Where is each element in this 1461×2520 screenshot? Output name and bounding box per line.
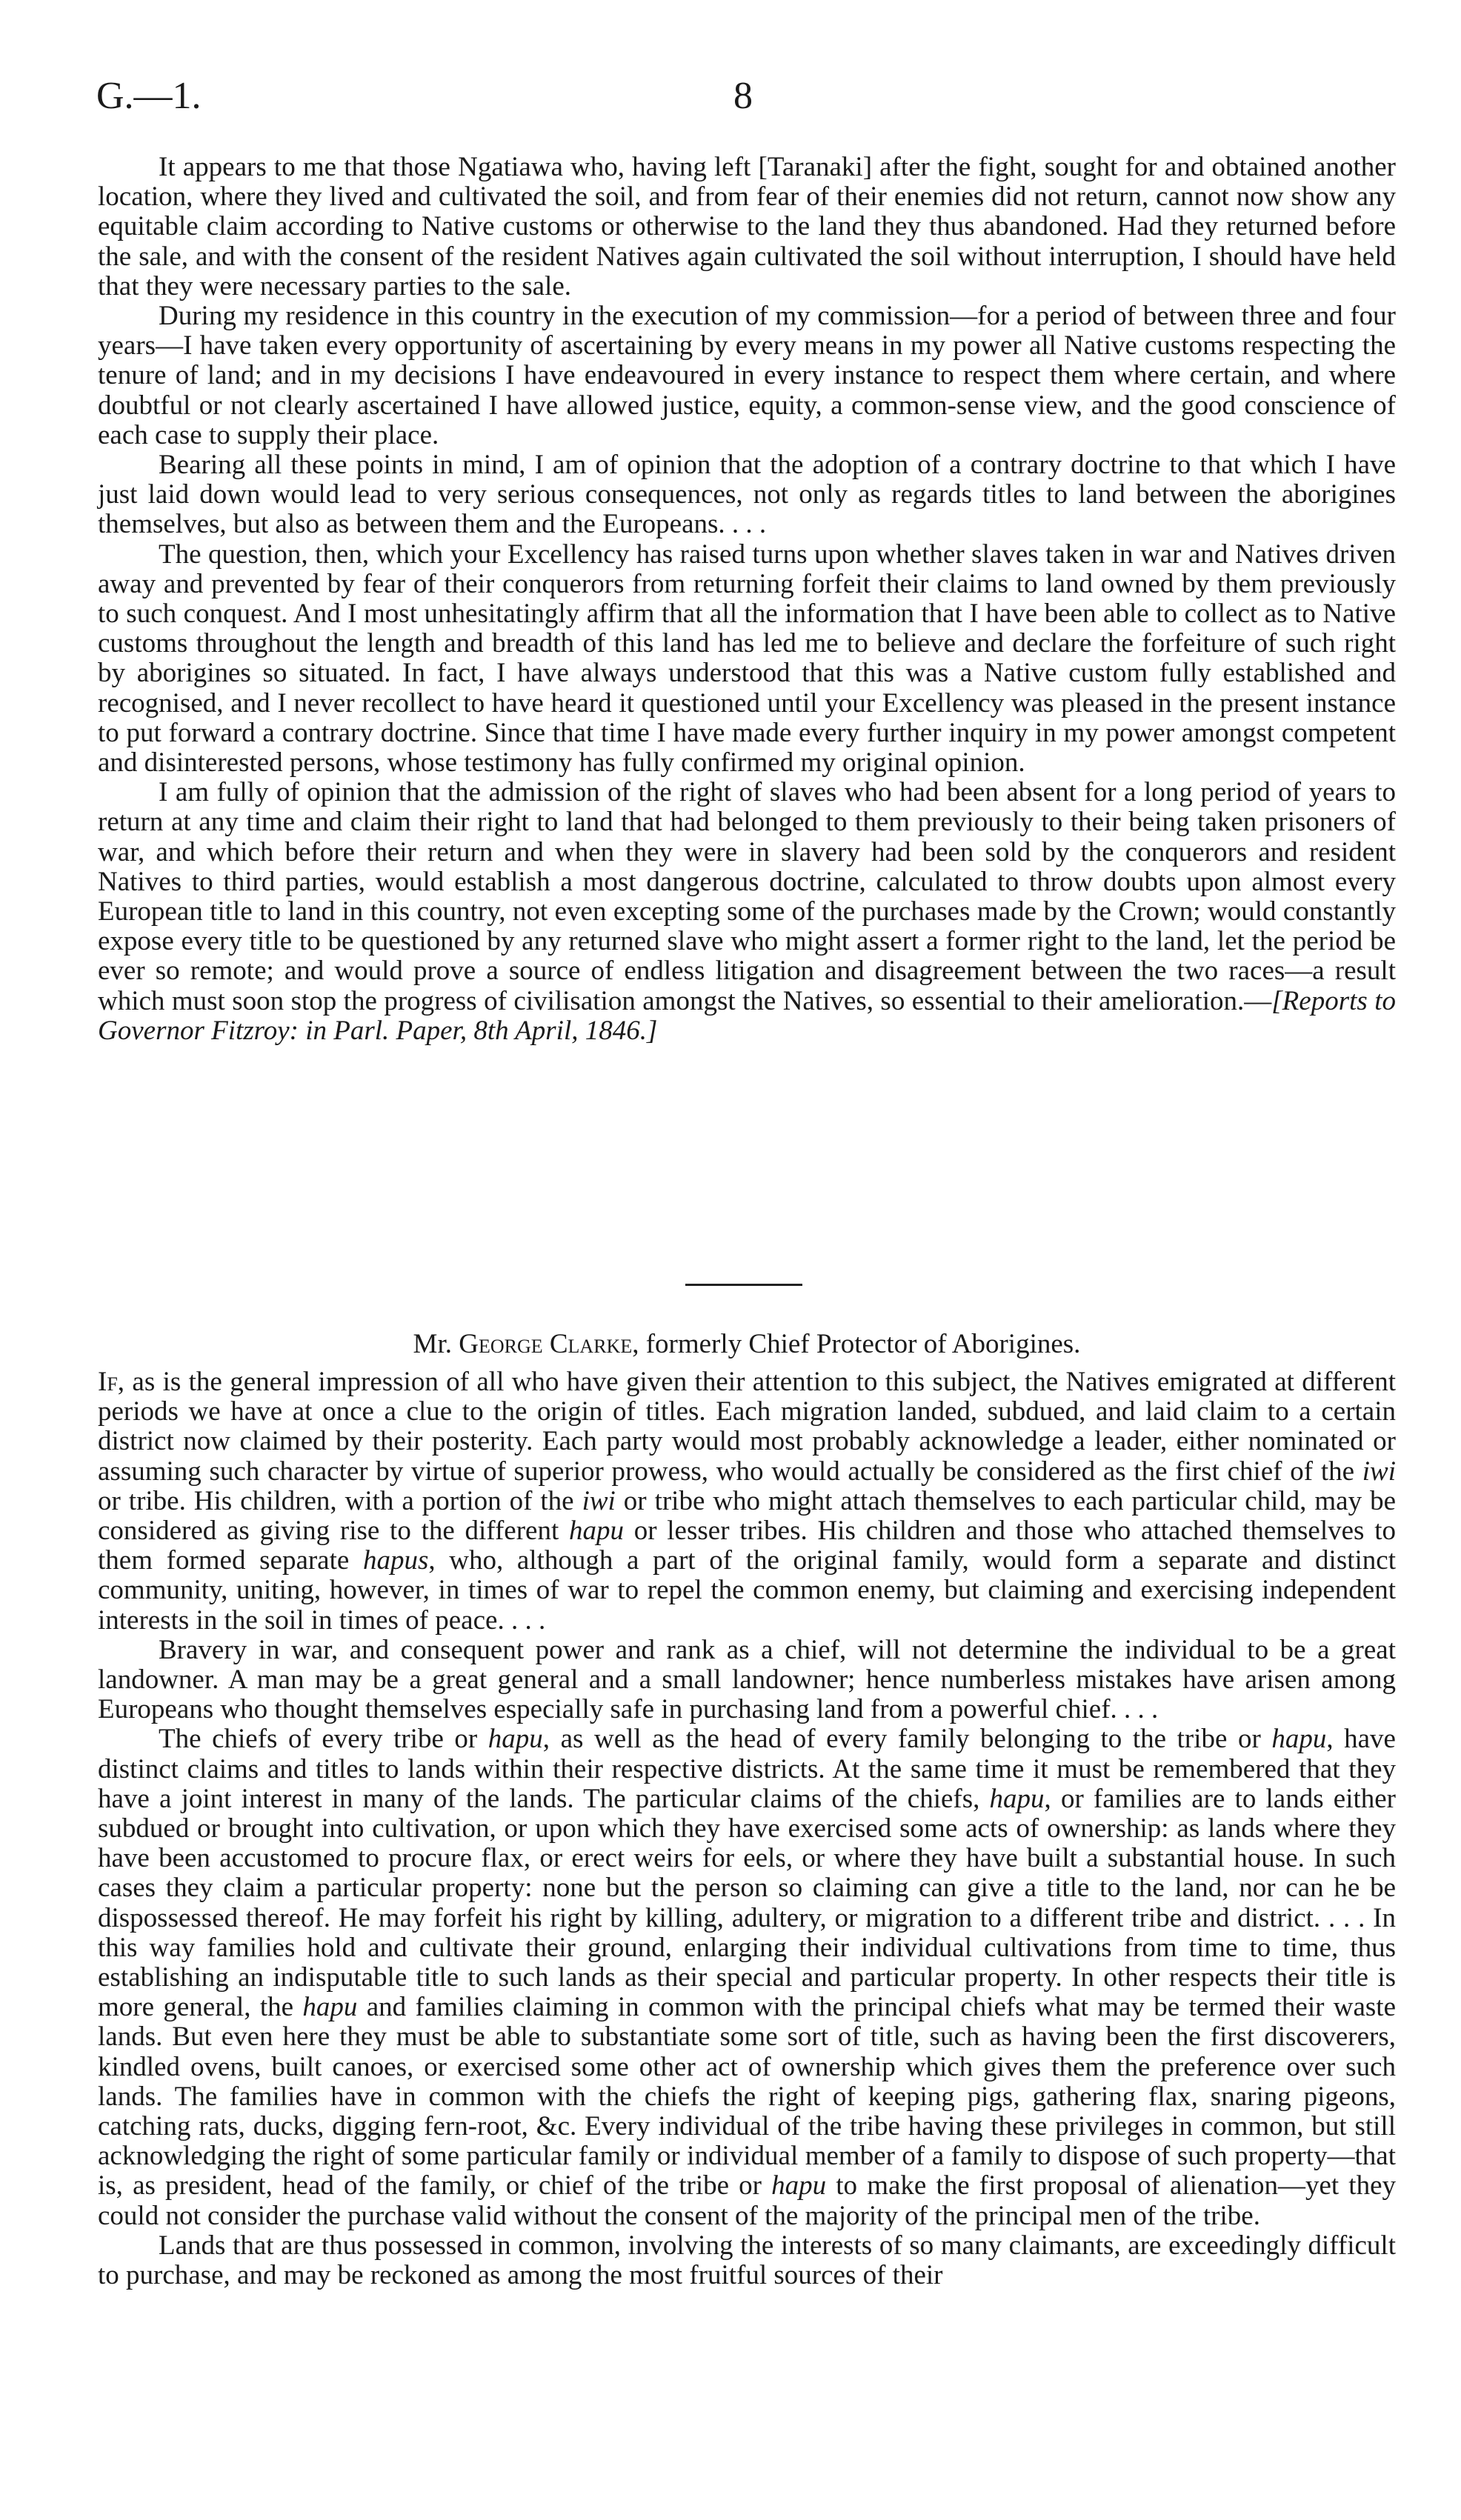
- previous-report-excerpt: [98, 153, 1396, 1046]
- paragraph: [98, 778, 1396, 1046]
- text-segment: It appears to me that those Ngatiawa who, having left [Taranaki] after the fight, sought for and obtained another location, where they lived and cultivated the soil, and from fear of their enemies did not return, cannot now show any equitable claim according to Native customs or otherwise to the land they thus abandoned. Had they returned before the sale, and with the consent of the resident Natives again cultivated the soil without interruption, I should have held that they were necessary parties to the sale.: [98, 152, 1396, 301]
- italic-text: hapus: [362, 1545, 429, 1576]
- text-segment: or tribe. His children, with a portion of the: [98, 1485, 582, 1516]
- text-segment: , who, although a part of the original family, would form a separate and distinct community, uniting, however, in times of war to repel the common enemy, but claiming and exercising independent interests in the soil in times of peace. . . .: [98, 1545, 1396, 1636]
- text-segment: , as is the general impression of all who have given their attention to this subject, the Natives emigrated at different periods we have at once a clue to the origin of titles. Each migration landed, subdued, and laid claim to a certain district now claimed by their posterity. Each party would most probably acknowledge a leader, either nominated or assuming such character by virtue of superior prowess, who would actually be considered as the first chief of the: [98, 1367, 1396, 1487]
- italic-text: hapu: [989, 1783, 1045, 1814]
- section-heading: [98, 1327, 1396, 1361]
- heading-suffix: , formerly Chief Protector of Aborigines.: [632, 1329, 1081, 1359]
- paragraph: [98, 1636, 1396, 1725]
- text-segment: Bearing all these points in mind, I am of opinion that the adoption of a contrary doctrine to that which I have just laid down would lead to very serious consequences, not only as regards titles to land between the aborigines themselves, but also as between them and the Europeans. . . .: [98, 450, 1396, 540]
- italic-text: hapu: [302, 1992, 358, 2023]
- italic-text: iwi: [582, 1485, 616, 1516]
- paragraph: [98, 153, 1396, 301]
- italic-text: hapu: [1271, 1724, 1327, 1755]
- text-segment: or tribe who might attach themselves to each particular child, may be considered as giving rise to the different: [98, 1485, 1396, 1547]
- italic-text: [Reports to Governor Fitzroy: in Parl. Paper, 8th April, 1846.]: [98, 985, 1396, 1046]
- text-segment: , or families are to lands either subdued or brought into cultivation, or upon which they have exercised some acts of ownership: as lands where they have been accustomed to procure flax, or erect weirs for eels, or where they have built a substantial house. In such cases they claim a particular property: none but the person so claiming can give a title to the land, nor can he be dispossessed thereof. He may forfeit his right by killing, adultery, or migration to a different tribe and district. . . . In this way families hold and cultivate their ground, enlarging their individual cultivations from time to time, thus establishing an indisputable title to such lands as their special and particular property. In other respects their title is more general, the: [98, 1783, 1396, 2023]
- paragraph: [98, 1367, 1396, 1636]
- text-segment: , have distinct claims and titles to lands within their respective districts. At the same time it must be remembered that they have a joint interest in many of the lands. The particular claims of the chiefs,: [98, 1724, 1396, 1814]
- italic-text: hapu: [771, 2170, 827, 2201]
- heading-name: George Clarke: [459, 1329, 633, 1359]
- paragraph: [98, 301, 1396, 450]
- page-number: 8: [733, 75, 753, 117]
- paragraph: [98, 2231, 1396, 2290]
- text-segment: If: [98, 1367, 118, 1397]
- italic-text: hapu: [487, 1724, 543, 1755]
- paragraph: [98, 450, 1396, 540]
- paragraph: [98, 1724, 1396, 2230]
- text-segment: I am fully of opinion that the admission of the right of slaves who had been absent for a long period of years to return at any time and claim their right to land that had belonged to them previously to their being taken prisoners of war, and which before their return and when they were in slavery had been sold by the conquerors and resident Natives to third parties, would establish a most dangerous doctrine, calculated to throw doubts upon almost every European title to land in this country, not even excepting some of the purchases made by the Crown; would constantly expose every title to be questioned by any returned slave who might assert a former right to the land, let the period be ever so remote; and would prove a source of endless litigation and disagreement between the two races—a result which must soon stop the progress of civilisation amongst the Natives, so essential to their amelioration.—: [98, 777, 1396, 1016]
- clarke-section: [98, 1327, 1396, 2290]
- text-segment: or lesser tribes. His children and those who attached themselves to them formed separate: [98, 1516, 1396, 1576]
- heading-prefix: Mr.: [413, 1329, 459, 1359]
- text-segment: , as well as the head of every family belonging to the tribe or: [542, 1724, 1272, 1755]
- text-segment: and families claiming in common with the principal chiefs what may be termed their waste lands. But even here they must be able to substantiate some sort of title, such as having been the first discoverers, kindled ovens, built canoes, or exercised some other act of ownership which gives them the preference over such lands. The families have in common with the chiefs the right of keeping pigs, gathering flax, snaring pigeons, catching rats, ducks, digging fern-root, &c. Every individual of the tribe having these privileges in common, but still acknowledging the right of some particular family or individual member of a family to dispose of such property—that is, as president, head of the family, or chief of the tribe or: [98, 1992, 1397, 2201]
- text-segment: Bravery in war, and consequent power and rank as a chief, will not determine the individual to be a great landowner. A man may be a great general and a small landowner; hence numberless mistakes have arisen among Europeans who thought themselves especially safe in purchasing land from a powerful chief. . . .: [98, 1634, 1396, 1725]
- text-segment: The chiefs of every tribe or: [159, 1724, 488, 1755]
- section-divider: [685, 1284, 802, 1286]
- italic-text: hapu: [568, 1516, 624, 1547]
- text-segment: The question, then, which your Excellency has raised turns upon whether slaves taken in war and Natives driven away and prevented by fear of their conquerors from returning forfeit their claims to land owned by them previously to such conquest. And I most unhesitatingly affirm that all the information that I have been able to collect as to Native customs throughout the length and breadth of this land has led me to believe and declare the forfeiture of such right by aborigines so situated. In fact, I have always understood that this was a Native custom fully established and recognised, and I never recollect to have heard it questioned until your Excellency was pleased in the present instance to put forward a contrary doctrine. Since that time I have made every further inquiry in my power amongst competent and disinterested persons, whose testimony has fully confirmed my original opinion.: [98, 539, 1396, 779]
- text-segment: During my residence in this country in the execution of my commission—for a period of between three and four years—I have taken every opportunity of ascertaining by every means in my power all Native customs respecting the tenure of land; and in my decisions I have endeavoured in every instance to respect them where certain, and where doubtful or not clearly ascertained I have allowed justice, equity, a common-sense view, and the good conscience of each case to supply their place.: [98, 301, 1396, 450]
- text-segment: Lands that are thus possessed in common, involving the interests of so many claimants, are exceedingly difficult to purchase, and may be reckoned as among the most fruitful sources of their: [98, 2230, 1396, 2291]
- italic-text: iwi: [1362, 1456, 1396, 1487]
- text-segment: to make the first proposal of alienation—yet they could not consider the purchase valid without the consent of the majority of the principal men of the tribe.: [98, 2170, 1396, 2231]
- paragraph: [98, 540, 1396, 779]
- document-code: G.—1.: [96, 75, 202, 117]
